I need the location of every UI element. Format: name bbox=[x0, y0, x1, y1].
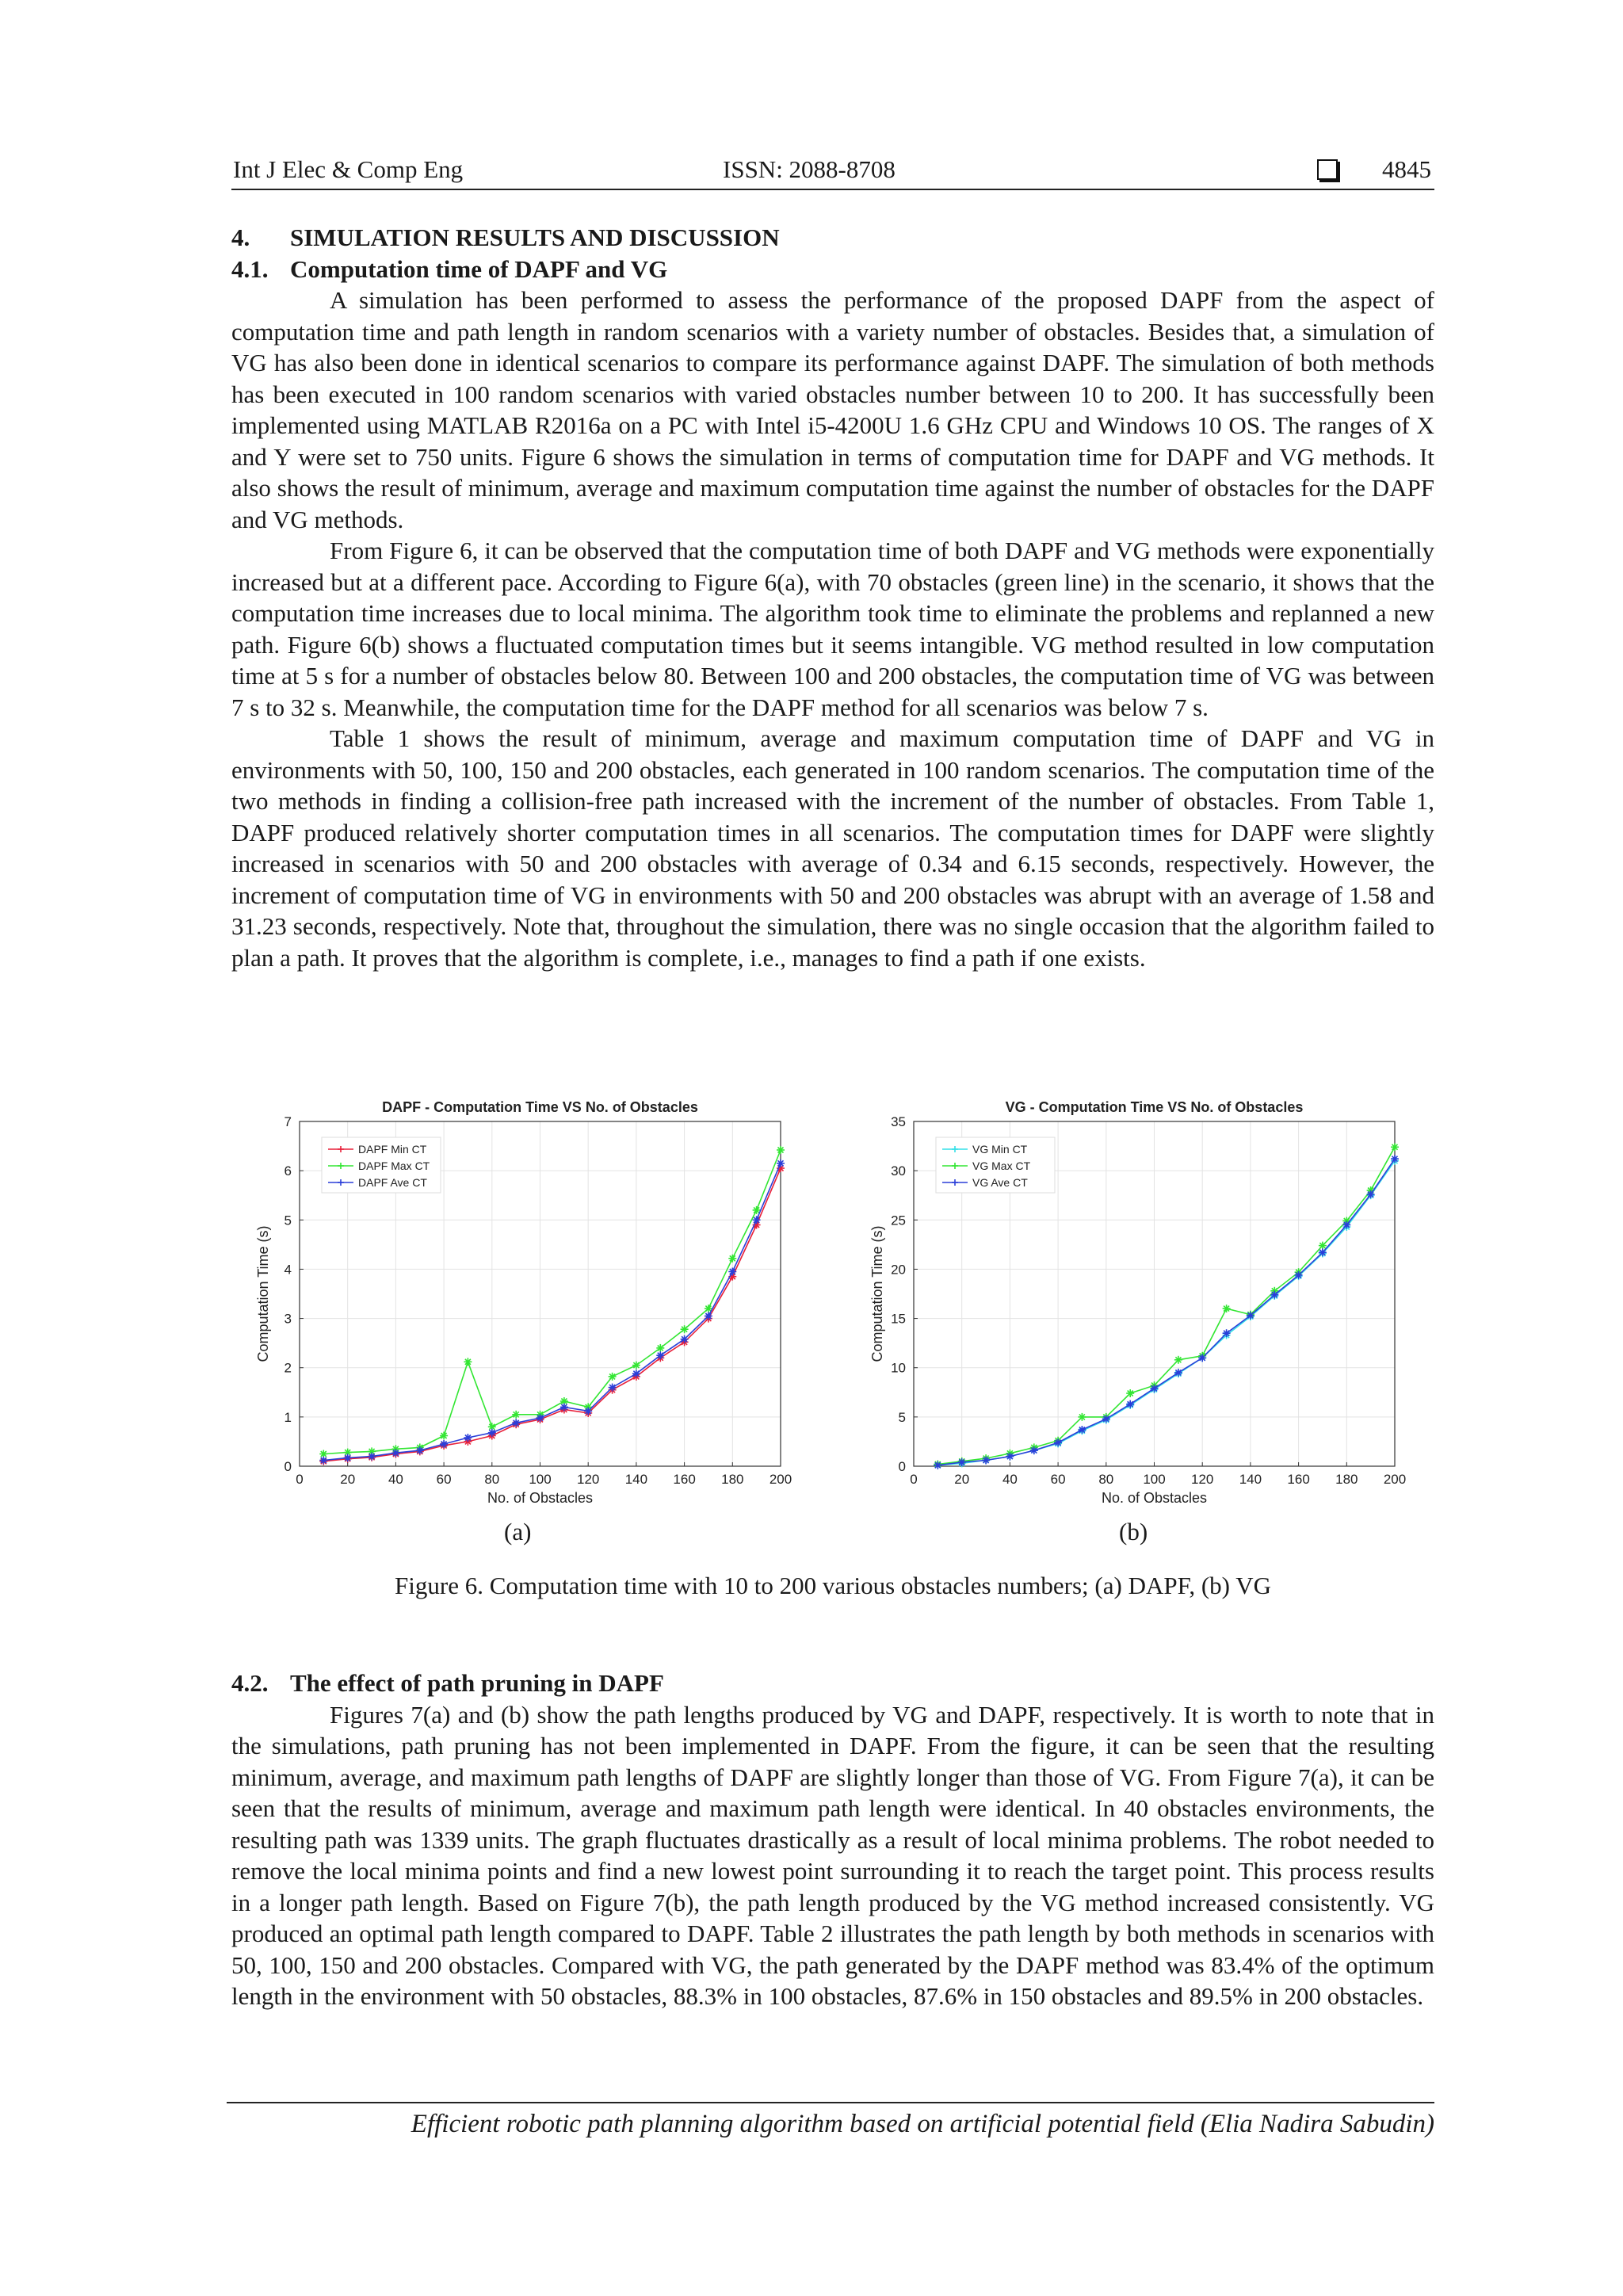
x-tick-label: 40 bbox=[388, 1472, 403, 1487]
figure-caption: Figure 6. Computation time with 10 to 200 various obstacles numbers; (a) DAPF, (b) VG bbox=[395, 1572, 1271, 1599]
box-icon bbox=[1317, 159, 1338, 180]
x-tick-label: 0 bbox=[296, 1472, 304, 1487]
y-tick-label: 2 bbox=[284, 1360, 292, 1376]
section-42 bbox=[231, 1668, 1434, 2012]
y-tick-label: 15 bbox=[891, 1311, 906, 1327]
paragraph: Table 1 shows the result of minimum, average and maximum computation time of DAPF and VG in environments with 50, 100, 150 and 200 obstacles, each generated in 100 random scenarios. The computation time of the two methods in finding a collision-free path increased with the increment of the number of obstacles. From Table 1, DAPF produced relatively shorter computation times in all scenarios. The computation times for DAPF were slightly increased in scenarios with 50 and 200 obstacles with average of 0.34 and 6.15 seconds, respectively. However, the increment of computation time of VG in environments with 50 and 200 obstacles was abrupt with an average of 1.58 and 31.23 seconds, respectively. Note that, throughout the simulation, there was no single occasion that the algorithm failed to plan a path. It proves that the algorithm is complete, i.e., manages to find a path if one exists. bbox=[231, 724, 1434, 972]
x-tick-label: 180 bbox=[1335, 1472, 1358, 1487]
footer-text: Efficient robotic path planning algorithm based on artificial potential field (Elia Nadira Sabudin) bbox=[411, 2110, 1434, 2138]
chart-title: VG - Computation Time VS No. of Obstacles bbox=[1005, 1099, 1304, 1115]
x-tick-label: 80 bbox=[1098, 1472, 1114, 1487]
footer bbox=[227, 2102, 1434, 2138]
x-tick-label: 100 bbox=[1143, 1472, 1166, 1487]
data-point bbox=[705, 1312, 712, 1320]
legend-label: DAPF Ave CT bbox=[358, 1176, 427, 1189]
legend-label: DAPF Max CT bbox=[358, 1159, 430, 1172]
y-tick-label: 0 bbox=[284, 1459, 292, 1474]
y-axis-label: Computation Time (s) bbox=[869, 1225, 885, 1362]
y-tick-label: 25 bbox=[891, 1213, 906, 1228]
x-tick-label: 160 bbox=[673, 1472, 696, 1487]
y-tick-label: 5 bbox=[284, 1213, 292, 1228]
page-number: 4845 bbox=[1382, 155, 1431, 183]
x-tick-label: 100 bbox=[529, 1472, 552, 1487]
data-point bbox=[934, 1461, 941, 1469]
paragraph: Figures 7(a) and (b) show the path lengths produced by VG and DAPF, respectively. It is worth to note that in the simulations, path pruning has not been implemented in DAPF. From the figure, it can be seen that the resulting minimum, average, and maximum path lengths of DAPF are slightly longer than those of VG. From Figure 7(a), it can be seen that the results of minimum, average and maximum path length were identical. In 40 obstacles environments, the resulting path was 1339 units. The graph fluctuates drastically as a result of local minima problems. The robot needed to remove the local minima points and find a new lowest point surrounding it to reach the target point. This process results in a longer path length. Based on Figure 7(b), the path length produced by the VG method increased consistently. VG produced an optimal path length compared to DAPF. Table 2 illustrates the path length by both methods in scenarios with 50, 100, 150 and 200 obstacles. Compared with VG, the path generated by the DAPF method was 83.4% of the optimum length in the environment with 50 obstacles, 88.3% in 100 obstacles, 87.6% in 150 obstacles and 89.5% in 200 obstacles. bbox=[231, 1700, 1434, 2010]
figure-6a bbox=[254, 1090, 808, 1518]
data-point bbox=[728, 1268, 736, 1276]
x-axis-label: No. of Obstacles bbox=[1101, 1490, 1208, 1506]
x-tick-label: 120 bbox=[577, 1472, 600, 1487]
x-tick-label: 200 bbox=[769, 1472, 792, 1487]
running-header bbox=[231, 155, 1434, 190]
legend-label: DAPF Min CT bbox=[358, 1143, 427, 1156]
x-axis-label: No. of Obstacles bbox=[487, 1490, 594, 1506]
data-point bbox=[1367, 1190, 1375, 1198]
figure-6b bbox=[868, 1090, 1423, 1518]
subsection-title: The effect of path pruning in DAPF bbox=[290, 1669, 664, 1697]
dapf-chart bbox=[254, 1090, 808, 1514]
x-tick-label: 140 bbox=[1239, 1472, 1262, 1487]
x-tick-label: 200 bbox=[1383, 1472, 1407, 1487]
legend-label: VG Max CT bbox=[972, 1159, 1031, 1172]
section-heading bbox=[231, 222, 1434, 254]
section-title: SIMULATION RESULTS AND DISCUSSION bbox=[290, 223, 780, 251]
y-tick-label: 10 bbox=[891, 1360, 906, 1376]
panel-label-b: (b) bbox=[1119, 1518, 1148, 1545]
subsection-title: Computation time of DAPF and VG bbox=[290, 254, 668, 283]
y-tick-label: 3 bbox=[284, 1311, 292, 1327]
section-number: 4. bbox=[231, 223, 250, 251]
y-axis-label: Computation Time (s) bbox=[255, 1225, 271, 1362]
panel-label-a: (a) bbox=[504, 1518, 532, 1545]
x-tick-label: 20 bbox=[340, 1472, 356, 1487]
x-tick-label: 0 bbox=[910, 1472, 918, 1487]
x-tick-label: 160 bbox=[1287, 1472, 1310, 1487]
paragraph: From Figure 6, it can be observed that the computation time of both DAPF and VG methods were exponentially increased but at a different pace. According to Figure 6(a), with 70 obstacles (green line) in the scenario, it shows that the computation time increases due to local minima. The algorithm took time to eliminate the problems and replanned a new path. Figure 6(b) shows a fluctuated computation times but it seems intangible. VG method resulted in low computation time at 5 s for a number of obstacles below 80. Between 100 and 200 obstacles, the computation time of VG was between 7 s to 32 s. Meanwhile, the computation time for the DAPF method for all scenarios was below 7 s. bbox=[231, 537, 1434, 721]
y-tick-label: 6 bbox=[284, 1163, 292, 1179]
x-tick-label: 60 bbox=[1050, 1472, 1066, 1487]
section-4-41 bbox=[231, 222, 1434, 973]
x-tick-label: 20 bbox=[954, 1472, 970, 1487]
y-tick-label: 1 bbox=[284, 1409, 292, 1425]
data-point bbox=[777, 1146, 785, 1154]
x-tick-label: 40 bbox=[1002, 1472, 1018, 1487]
x-tick-label: 140 bbox=[624, 1472, 648, 1487]
y-tick-label: 0 bbox=[898, 1459, 906, 1474]
x-tick-label: 80 bbox=[484, 1472, 500, 1487]
subsection-number: 4.2. bbox=[231, 1669, 269, 1697]
y-tick-label: 20 bbox=[891, 1262, 906, 1278]
y-tick-label: 5 bbox=[898, 1409, 906, 1425]
legend-label: VG Ave CT bbox=[972, 1176, 1028, 1189]
subsection-heading bbox=[231, 254, 1434, 285]
x-tick-label: 180 bbox=[721, 1472, 744, 1487]
legend-label: VG Min CT bbox=[972, 1143, 1028, 1156]
x-tick-label: 60 bbox=[436, 1472, 452, 1487]
x-tick-label: 120 bbox=[1191, 1472, 1214, 1487]
vg-chart bbox=[868, 1090, 1423, 1514]
journal-name: Int J Elec & Comp Eng bbox=[233, 155, 464, 183]
y-tick-label: 30 bbox=[891, 1163, 906, 1179]
subsection-heading bbox=[231, 1668, 1434, 1699]
issn: ISSN: 2088-8708 bbox=[723, 155, 896, 183]
y-tick-label: 7 bbox=[284, 1114, 292, 1129]
y-tick-label: 35 bbox=[891, 1114, 906, 1129]
y-tick-label: 4 bbox=[284, 1262, 292, 1278]
chart-title: DAPF - Computation Time VS No. of Obstacles bbox=[382, 1099, 698, 1115]
paragraph: A simulation has been performed to assess the performance of the proposed DAPF from the aspect of computation time and path length in random scenarios with a variety number of obstacles. Besides that, a simulation of VG has also been done in identical scenarios to compare its performance against DAPF. The simulation of both methods has been executed in 100 random scenarios with varied obstacles number between 10 to 200. It has successfully been implemented using MATLAB R2016a on a PC with Intel i5-4200U 1.6 GHz CPU and Windows 10 OS. The ranges of X and Y were set to 750 units. Figure 6 shows the simulation in terms of computation time for DAPF and VG methods. It also shows the result of minimum, average and maximum computation time against the number of obstacles for the DAPF and VG methods. bbox=[231, 286, 1434, 533]
subsection-number: 4.1. bbox=[231, 254, 269, 283]
